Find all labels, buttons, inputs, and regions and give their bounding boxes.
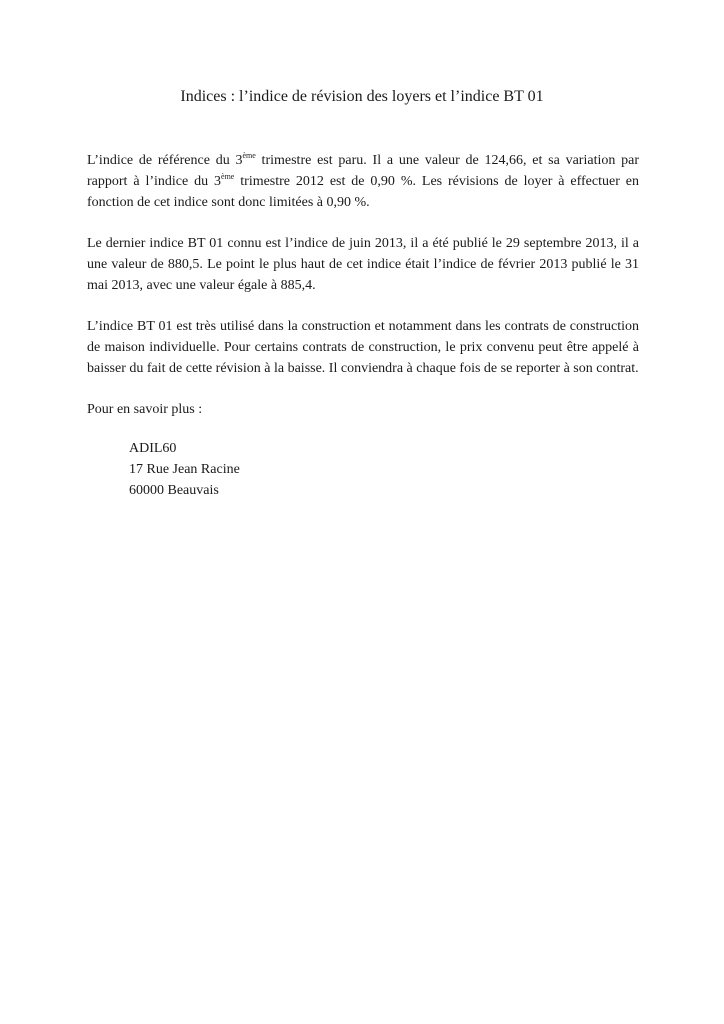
paragraph-irl-text-1: L’indice de référence du 3 xyxy=(87,153,243,168)
paragraph-construction: L’indice BT 01 est très utilisé dans la construction et notamment dans les contrats de construction de maison individuelle. Pour certains contrats de construction, le prix convenu peut être appelé à baisser du fait de cette révision à la baisse. Il conviendra à chaque fois de se reporter à son contrat. xyxy=(87,319,639,376)
more-info-label: Pour en savoir plus : xyxy=(87,402,203,417)
document-title: Indices : l’indice de révision des loyers et l’indice BT 01 xyxy=(180,88,544,105)
address-name: ADIL60 xyxy=(129,441,177,456)
paragraph-irl-text-2: trimestre est paru. Il a une valeur de 124,66, et sa variation par rapport à l’indice du 3 xyxy=(87,153,639,189)
address-street: 17 Rue Jean Racine xyxy=(129,462,240,477)
paragraph-irl xyxy=(87,150,639,213)
contact-address xyxy=(129,438,639,501)
document-body xyxy=(87,150,639,501)
paragraph-bt01: Le dernier indice BT 01 connu est l’indice de juin 2013, il a été publié le 29 septembre 2013, il a une valeur de 880,5. Le point le plus haut de cet indice était l’indice de février 2013 publié le 31 mai 2013, avec une valeur égale à 885,4. xyxy=(87,236,639,293)
paragraph-irl-text-3: trimestre 2012 est de 0,90 %. Les révisions de loyer à effectuer en fonction de cet indice sont donc limitées à 0,90 %. xyxy=(87,174,639,210)
superscript-eme-2: ème xyxy=(221,172,235,181)
superscript-eme-1: ème xyxy=(242,151,256,160)
address-city: 60000 Beauvais xyxy=(129,483,219,498)
